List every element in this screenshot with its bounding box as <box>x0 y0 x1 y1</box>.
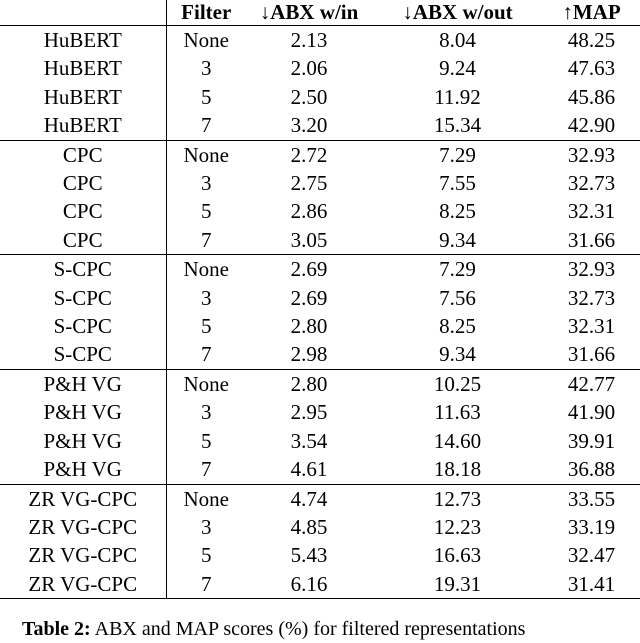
cell-map: 47.63 <box>567 56 616 81</box>
cell-abx-within: 2.69 <box>290 285 328 310</box>
table-row <box>0 26 640 55</box>
cell-model: S-CPC <box>0 284 166 312</box>
table-row <box>0 111 640 140</box>
cell-map: 32.31 <box>567 314 616 339</box>
table-row <box>0 197 640 225</box>
cell-model: ZR VG-CPC <box>0 541 166 569</box>
cell-abx-within: 4.61 <box>290 457 328 482</box>
cell-map: 33.19 <box>567 514 616 539</box>
cell-abx-within: 3.20 <box>290 113 328 138</box>
cell-model: CPC <box>0 226 166 255</box>
cell-map: 31.41 <box>567 571 616 596</box>
cell-map: 31.66 <box>567 227 616 252</box>
cell-abx-without: 10.25 <box>433 371 482 396</box>
cell-abx-within: 2.95 <box>290 400 328 425</box>
table-group <box>0 26 640 141</box>
cell-map: 33.55 <box>567 486 616 511</box>
cell-map: 42.77 <box>567 371 616 396</box>
cell-abx-without: 16.63 <box>433 543 482 568</box>
cell-model: P&H VG <box>0 455 166 484</box>
table-row <box>0 83 640 111</box>
cell-filter: None <box>183 486 229 511</box>
cell-map: 32.93 <box>567 257 616 282</box>
cell-model: P&H VG <box>0 427 166 455</box>
table-row <box>0 255 640 284</box>
cell-abx-within: 2.13 <box>290 28 328 52</box>
cell-map: 48.25 <box>567 28 616 52</box>
cell-map: 32.73 <box>567 285 616 310</box>
cell-map: 39.91 <box>567 428 616 453</box>
cell-abx-without: 7.29 <box>439 142 476 167</box>
cell-filter: None <box>183 371 229 396</box>
cell-abx-without: 9.24 <box>439 56 476 81</box>
cell-abx-without: 14.60 <box>433 428 482 453</box>
cell-map: 36.88 <box>567 457 616 482</box>
cell-filter: 3 <box>201 400 212 425</box>
cell-filter: 7 <box>201 227 212 252</box>
cell-abx-without: 18.18 <box>433 457 482 482</box>
cell-abx-without: 11.63 <box>434 400 481 425</box>
cell-model: CPC <box>0 169 166 197</box>
cell-filter: 7 <box>201 342 212 367</box>
cell-abx-without: 15.34 <box>433 113 482 138</box>
cell-filter: None <box>183 28 229 52</box>
table-row <box>0 369 640 398</box>
cell-model: CPC <box>0 140 166 169</box>
cell-model: HuBERT <box>0 26 166 55</box>
cell-map: 42.90 <box>567 113 616 138</box>
cell-filter: 7 <box>201 457 212 482</box>
cell-abx-without: 12.23 <box>433 514 482 539</box>
cell-model: HuBERT <box>0 111 166 140</box>
cell-filter: 5 <box>201 314 212 339</box>
cell-filter: 5 <box>201 543 212 568</box>
cell-abx-within: 4.85 <box>290 514 328 539</box>
cell-model: ZR VG-CPC <box>0 513 166 541</box>
cell-map: 32.47 <box>567 543 616 568</box>
table-row <box>0 570 640 599</box>
cell-abx-without: 7.29 <box>439 257 476 282</box>
cell-filter: 7 <box>201 113 212 138</box>
table-row <box>0 541 640 569</box>
header-model <box>0 0 166 26</box>
cell-abx-within: 4.74 <box>290 486 328 511</box>
table-group <box>0 140 640 255</box>
cell-filter: 3 <box>201 514 212 539</box>
cell-filter: 7 <box>201 571 212 596</box>
cell-map: 31.66 <box>567 342 616 367</box>
table-row <box>0 140 640 169</box>
cell-abx-within: 2.86 <box>290 199 328 224</box>
table-group <box>0 484 640 599</box>
cell-abx-without: 9.34 <box>439 342 476 367</box>
cell-abx-within: 2.98 <box>290 342 328 367</box>
table-row <box>0 484 640 513</box>
cell-abx-within: 6.16 <box>290 571 328 596</box>
table-row <box>0 169 640 197</box>
cell-abx-without: 7.56 <box>439 285 476 310</box>
header-map: ↑MAP <box>562 0 621 24</box>
table-row <box>0 312 640 340</box>
cell-abx-without: 19.31 <box>433 571 482 596</box>
cell-abx-without: 9.34 <box>439 227 476 252</box>
table-group <box>0 255 640 370</box>
cell-filter: None <box>183 257 229 282</box>
cell-abx-within: 2.50 <box>290 84 328 109</box>
table-header <box>0 0 640 26</box>
table-row <box>0 398 640 426</box>
cell-abx-within: 2.69 <box>290 257 328 282</box>
cell-map: 32.31 <box>567 199 616 224</box>
cell-abx-within: 2.80 <box>290 371 328 396</box>
cell-filter: 5 <box>201 428 212 453</box>
table-row <box>0 284 640 312</box>
cell-filter: 5 <box>201 199 212 224</box>
cell-map: 45.86 <box>567 84 616 109</box>
cell-filter: 3 <box>201 285 212 310</box>
table-row <box>0 340 640 369</box>
caption-label: Table 2: <box>22 618 91 640</box>
cell-abx-within: 3.54 <box>290 428 328 453</box>
cell-filter: 3 <box>201 171 212 196</box>
cell-model: ZR VG-CPC <box>0 570 166 599</box>
cell-map: 32.73 <box>567 171 616 196</box>
cell-abx-without: 8.04 <box>439 28 476 52</box>
cell-model: P&H VG <box>0 369 166 398</box>
cell-map: 41.90 <box>567 400 616 425</box>
cell-abx-within: 2.06 <box>290 56 328 81</box>
cell-model: S-CPC <box>0 255 166 284</box>
cell-filter: 3 <box>201 56 212 81</box>
cell-abx-without: 11.92 <box>434 84 481 109</box>
cell-abx-without: 8.25 <box>439 314 476 339</box>
table-row <box>0 427 640 455</box>
cell-filter: 5 <box>201 84 212 109</box>
table-caption <box>22 615 525 643</box>
cell-abx-without: 8.25 <box>439 199 476 224</box>
header-row <box>0 0 640 26</box>
cell-abx-within: 5.43 <box>290 543 328 568</box>
cell-abx-within: 2.80 <box>290 314 328 339</box>
header-abx-within: ↓ABX w/in <box>259 0 359 24</box>
cell-model: CPC <box>0 197 166 225</box>
cell-abx-within: 3.05 <box>290 227 328 252</box>
cell-abx-without: 7.55 <box>439 171 476 196</box>
cell-abx-within: 2.72 <box>290 142 328 167</box>
cell-model: ZR VG-CPC <box>0 484 166 513</box>
cell-abx-within: 2.75 <box>290 171 328 196</box>
table-row <box>0 513 640 541</box>
table-row <box>0 455 640 484</box>
caption-text: ABX and MAP scores (%) for filtered representations <box>94 618 526 640</box>
header-filter: Filter <box>181 0 232 24</box>
cell-model: P&H VG <box>0 398 166 426</box>
cell-model: HuBERT <box>0 54 166 82</box>
header-abx-without: ↓ABX w/out <box>402 0 513 24</box>
cell-model: S-CPC <box>0 312 166 340</box>
table-group <box>0 369 640 484</box>
cell-abx-without: 12.73 <box>433 486 482 511</box>
cell-model: HuBERT <box>0 83 166 111</box>
table-row <box>0 226 640 255</box>
cell-model: S-CPC <box>0 340 166 369</box>
cell-filter: None <box>183 142 229 167</box>
cell-map: 32.93 <box>567 142 616 167</box>
table-row <box>0 54 640 82</box>
